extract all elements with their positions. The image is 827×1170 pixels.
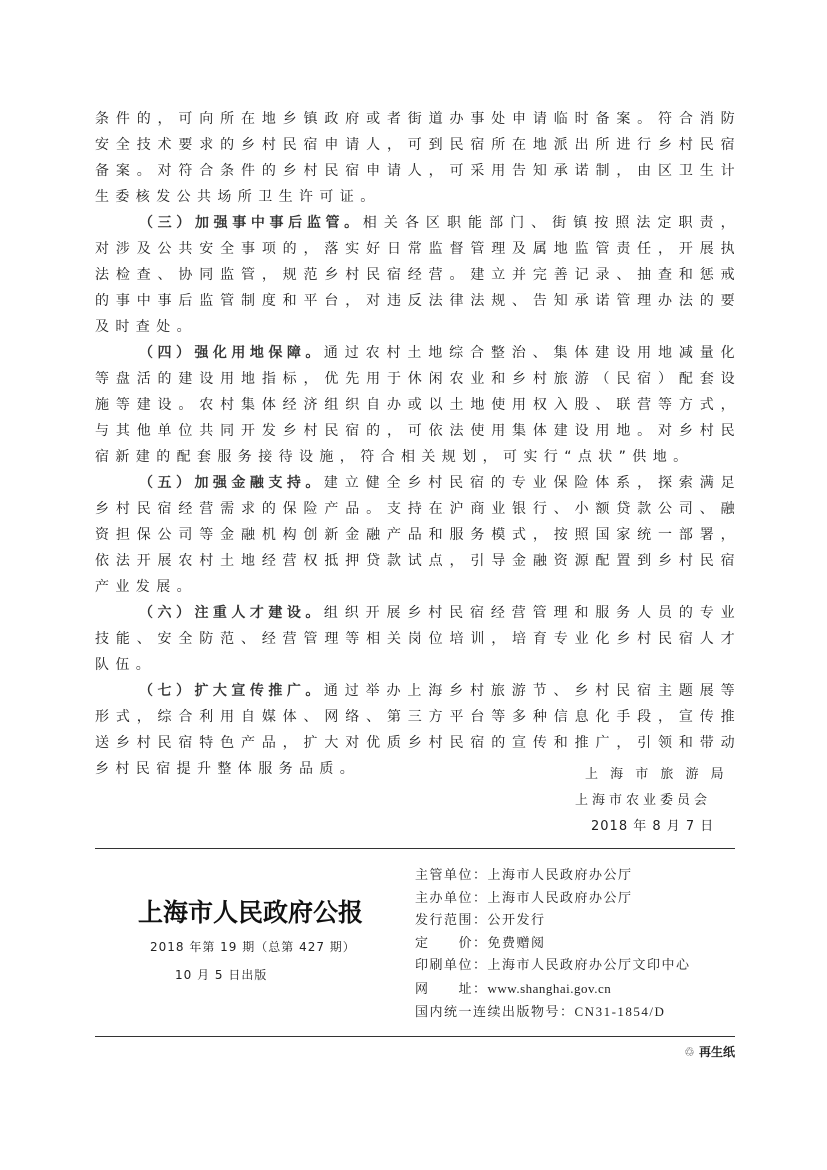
paragraph-heading: （四）强化用地保障。 [139,345,324,361]
paragraph-body: 相关各区职能部门、街镇按照法定职责，对涉及公共安全事项的，落实好日常监督管理及属地监管责任，开展执法检查、协同监管，规范乡村民宿经营。建立并完善记录、抽查和惩戒的事中事后监管制度和平台，对违反法律法规、告知承诺管理办法的要及时查处。 [95,215,741,335]
recycled-paper-label: 再生纸 [698,1045,735,1059]
signature-date: 2018 年 8 月 7 日 [591,819,715,834]
info-label: 印刷单位： [415,958,488,973]
paragraph-body: 建立健全乡村民宿的专业保险体系，探索满足乡村民宿经营需求的保险产品。支持在沪商业银行、小额贷款公司、融资担保公司等金融机构创新金融产品和服务模式，按照国家统一部署，依法开展农村土地经营权抵押贷款试点，引导金融资源配置到乡村民宿产业发展。 [95,475,741,595]
publication-info [415,865,691,1025]
info-row-distribution [415,910,691,933]
paragraph-body: 通过举办上海乡村旅游节、乡村民宿主题展等形式，综合利用自媒体、网络、第三方平台等多种信息化手段，宣传推送乡村民宿特色产品，扩大对优质乡村民宿的宣传和推广，引领和带动乡村民宿提升整体服务品质。 [95,683,741,777]
info-value: 公开发行 [487,913,546,928]
info-label: 主管单位： [415,868,488,883]
paragraph-heading: （七）扩大宣传推广。 [139,683,324,699]
paragraph-supervision [95,210,741,340]
signature-org-agriculture: 上海市农业委员会 [575,793,712,808]
signature-org-tourism: 上 海 市 旅 游 局 [585,767,728,782]
info-value: 上海市人民政府办公厅 [487,868,633,883]
recycle-icon: ♲ [684,1045,695,1059]
info-label: 网 址： [415,981,488,997]
paragraph-heading: （六）注重人才建设。 [139,605,324,621]
paragraph-body: 条件的，可向所在地乡镇政府或者街道办事处申请临时备案。符合消防安全技术要求的乡村民宿申请人，可到民宿所在地派出所进行乡村民宿备案。对符合条件的乡村民宿申请人，可采用告知承诺制，由区卫生计生委核发公共场所卫生许可证。 [95,111,741,205]
info-value: 免费赠阅 [487,935,546,951]
website-link[interactable]: www.shanghai.gov.cn [487,980,612,996]
info-row-website [415,978,691,1002]
footer-bottom-rule [95,1036,735,1037]
info-value: CN31-1854/D [574,1004,666,1019]
info-row-price [415,933,691,956]
signature-block [575,762,728,840]
paragraph-heading: （三）加强事中事后监管。 [139,215,363,231]
info-value: 上海市人民政府办公厅文印中心 [487,958,691,973]
info-label: 国内统一连续出版物号： [415,1005,575,1020]
paragraph-land [95,340,741,470]
paragraph-body: 组织开展乡村民宿经营管理和服务人员的专业技能、安全防范、经营管理等相关岗位培训，培育专业化乡村民宿人才队伍。 [95,605,741,673]
publication-issue: 2018 年第 19 期（总第 427 期） [150,940,356,954]
publication-title: 上海市人民政府公报 [138,898,364,927]
paragraph-finance [95,470,741,600]
paragraph-continuation [95,106,741,210]
paragraph-talent [95,600,741,678]
info-row-printer [415,955,691,978]
info-label: 发行范围： [415,913,488,928]
info-label: 定 价： [415,935,488,951]
info-row-supervisor [415,865,691,888]
paragraph-body: 通过农村土地综合整治、集体建设用地减量化等盘活的建设用地指标，优先用于休闲农业和乡村旅游（民宿）配套设施等建设。农村集体经济组织自办或以土地使用权入股、联营等方式，与其他单位共同开发乡村民宿的，可依法使用集体建设用地。对乡村民宿新建的配套服务接待设施，符合相关规划，可实行“点状”供地。 [95,345,741,465]
footer-top-rule [95,848,735,849]
publication-date: 10 月 5 日出版 [175,968,268,982]
info-label: 主办单位： [415,890,488,906]
info-value: 上海市人民政府办公厅 [487,890,633,906]
paragraph-heading: （五）加强金融支持。 [139,475,324,491]
info-row-cn-number [415,1001,691,1025]
info-row-sponsor [415,888,691,911]
document-body [95,106,741,782]
recycled-paper-mark [684,1043,735,1060]
